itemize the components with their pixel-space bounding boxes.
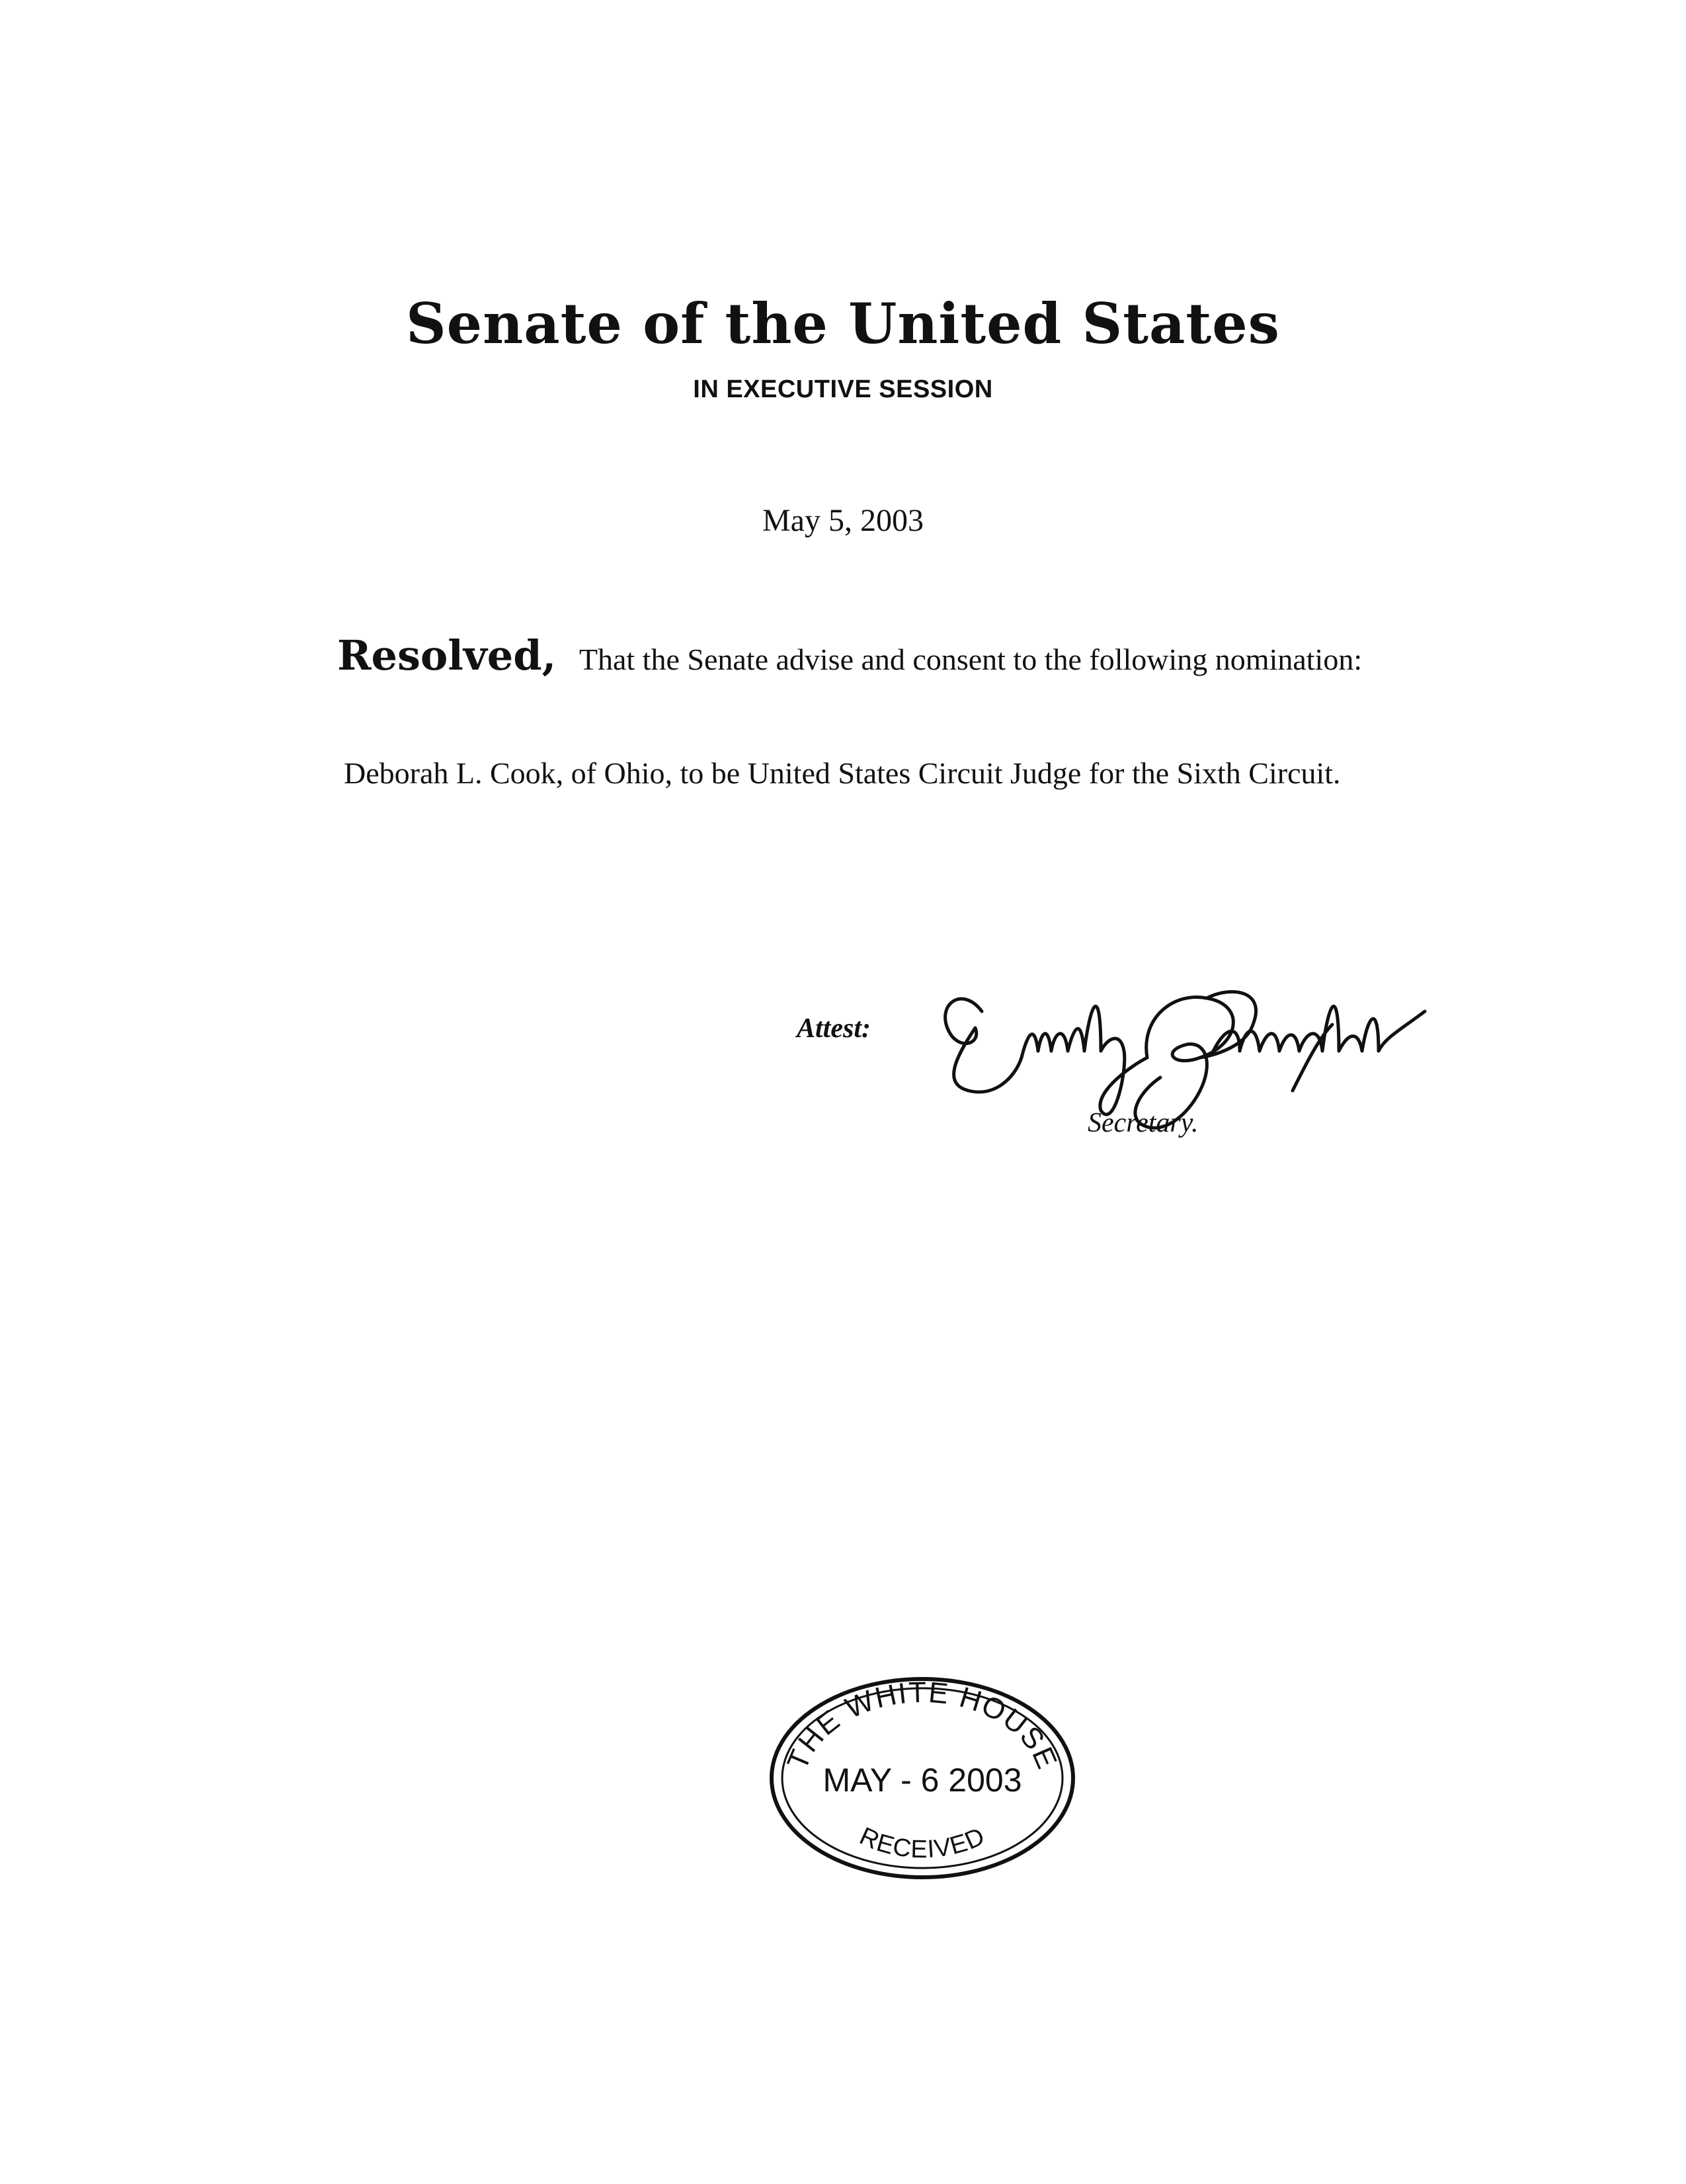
resolution-line: [337, 631, 1461, 680]
resolution-text: That the Senate advise and consent to the following nomination:: [579, 643, 1363, 676]
document-date: May 5, 2003: [762, 503, 924, 538]
svg-text:RECEIVED: [856, 1822, 990, 1864]
stamp-date-text: MAY - 6 2003: [823, 1762, 1022, 1799]
session-label: IN EXECUTIVE SESSION: [693, 375, 993, 403]
stamp-bottom-text: RECEIVED: [855, 1822, 990, 1864]
svg-text:THE WHITE HOUSE: [781, 1676, 1063, 1775]
nomination-paragraph: Deborah L. Cook, of Ohio, to be United States Circuit Judge for the Sixth Circuit.: [344, 756, 1341, 790]
document-title: Senate of the United States: [406, 291, 1280, 356]
resolved-word: Resolved,: [337, 631, 557, 680]
stamp-top-text: THE WHITE HOUSE: [781, 1676, 1064, 1775]
secretary-label: Secretary.: [1088, 1108, 1199, 1138]
attest-label: Attest:: [797, 1013, 871, 1044]
white-house-received-stamp: [764, 1672, 1081, 1884]
